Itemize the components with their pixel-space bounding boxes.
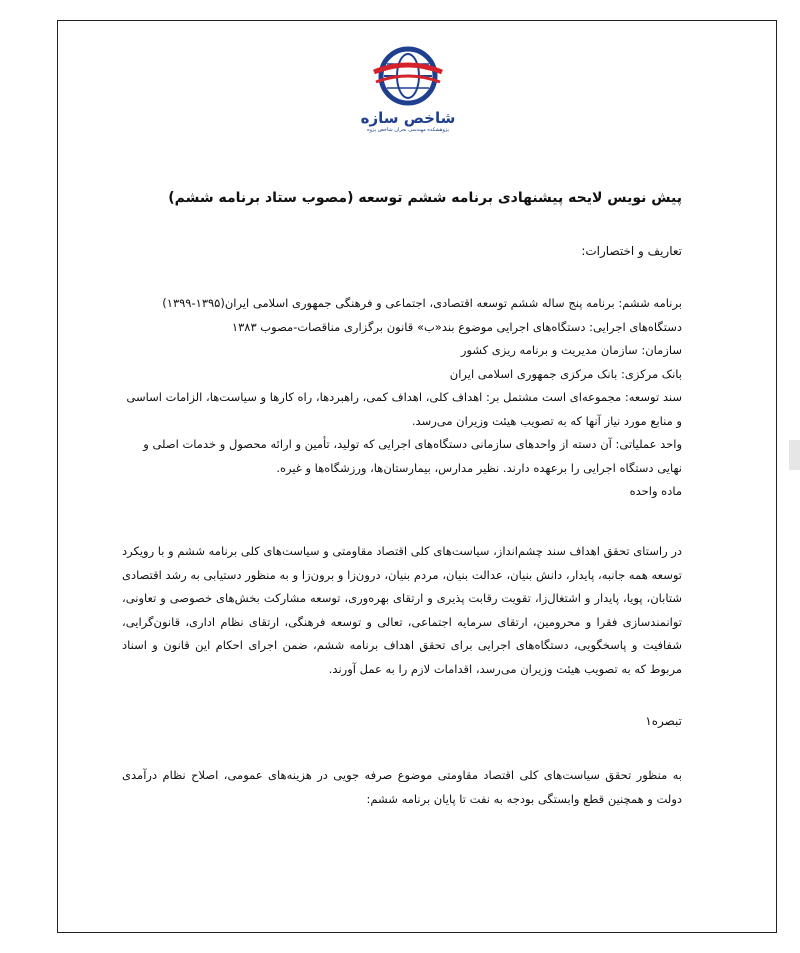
- logo-name: شاخص سازه: [360, 109, 456, 127]
- definition-line: بانک مرکزی: بانک مرکزی جمهوری اسلامی ایران: [449, 366, 682, 381]
- definition-line: برنامه ششم: برنامه پنج ساله ششم توسعه اقتصادی، اجتماعی و فرهنگی جمهوری اسلامی ایران(۱۳۹۵-۱۳۹۹): [162, 296, 682, 310]
- note-label: تبصره۱: [645, 714, 682, 728]
- scroll-edge-mark: [789, 440, 800, 470]
- definitions-list: [122, 292, 682, 504]
- definition-line: سازمان: سازمان مدیریت و برنامه ریزی کشور: [460, 343, 682, 357]
- company-logo: [358, 42, 458, 137]
- definition-line: ماده واحده: [629, 484, 682, 498]
- globe-logo-icon: [358, 42, 458, 112]
- logo-tagline: پژوهشکده مهندسی بحران شاخص پژوه: [366, 127, 450, 133]
- document-title: پیش نویس لایحه پیشنهادی برنامه ششم توسعه (مصوب ستاد برنامه ششم): [168, 190, 682, 206]
- definition-line: دستگاه‌های اجرایی: دستگاه‌های اجرایی موضوع بند«ب» قانون برگزاری مناقصات-مصوب ۱۳۸۳: [231, 319, 682, 334]
- definition-line: سند توسعه: مجموعه‌ای است مشتمل بر: اهداف کلی، اهداف کمی، راهبردها، راه کارها و سیاست‌ها، الزامات اساسی و منابع مورد نیاز آنها که به تصویب هیئت وزیران می‌رسد.: [126, 390, 682, 428]
- body-paragraph: در راستای تحقق اهداف سند چشم‌انداز، سیاست‌های کلی اقتصاد مقاومتی و سیاست‌های کلی برنامه ششم و با رویکرد توسعه همه جانبه، پایدار، دانش بنیان، عدالت بنیان، مردم بنیان، درون‌زا و برون‌زا و به منظور دستیابی به رشد اقتصادی شتابان، پویا، پایدار و اشتغال‌زا، تقویت رقابت پذیری و ارتقای بهره‌وری، توسعه مشارکت بخش‌های خصوصی و تعاونی، توانمندسازی فقرا و محرومین، ارتقای سرمایه اجتماعی، تعالی و توسعه فرهنگی، ارتقای نظام اداری، قانون‌گرایی، شفافیت و پاسخگویی، دستگاه‌های اجرایی برای تحقق اهداف برنامه ششم، ضمن اجرای احکام این قانون و اسناد مربوط که به تصویب هیئت وزیران می‌رسد، اقدامات لازم را به عمل آورند.: [122, 544, 682, 676]
- section-label: تعاریف و اختصارات:: [581, 244, 682, 258]
- definition-line: واحد عملیاتی: آن دسته از واحدهای سازمانی دستگاه‌های اجرایی که تولید، تأمین و ارائه محصول و خدمات اصلی و نهایی دستگاه اجرایی را برعهده دارند. نظیر مدارس، بیمارستان‌ها، ورزشگاه‌ها و غیره.: [143, 437, 682, 475]
- body-paragraph: به منظور تحقق سیاست‌های کلی اقتصاد مقاومتی موضوع صرفه جویی در هزینه‌های عمومی، اصلاح نظام درآمدی دولت و همچنین قطع وابستگی بودجه به نفت تا پایان برنامه ششم:: [122, 768, 682, 806]
